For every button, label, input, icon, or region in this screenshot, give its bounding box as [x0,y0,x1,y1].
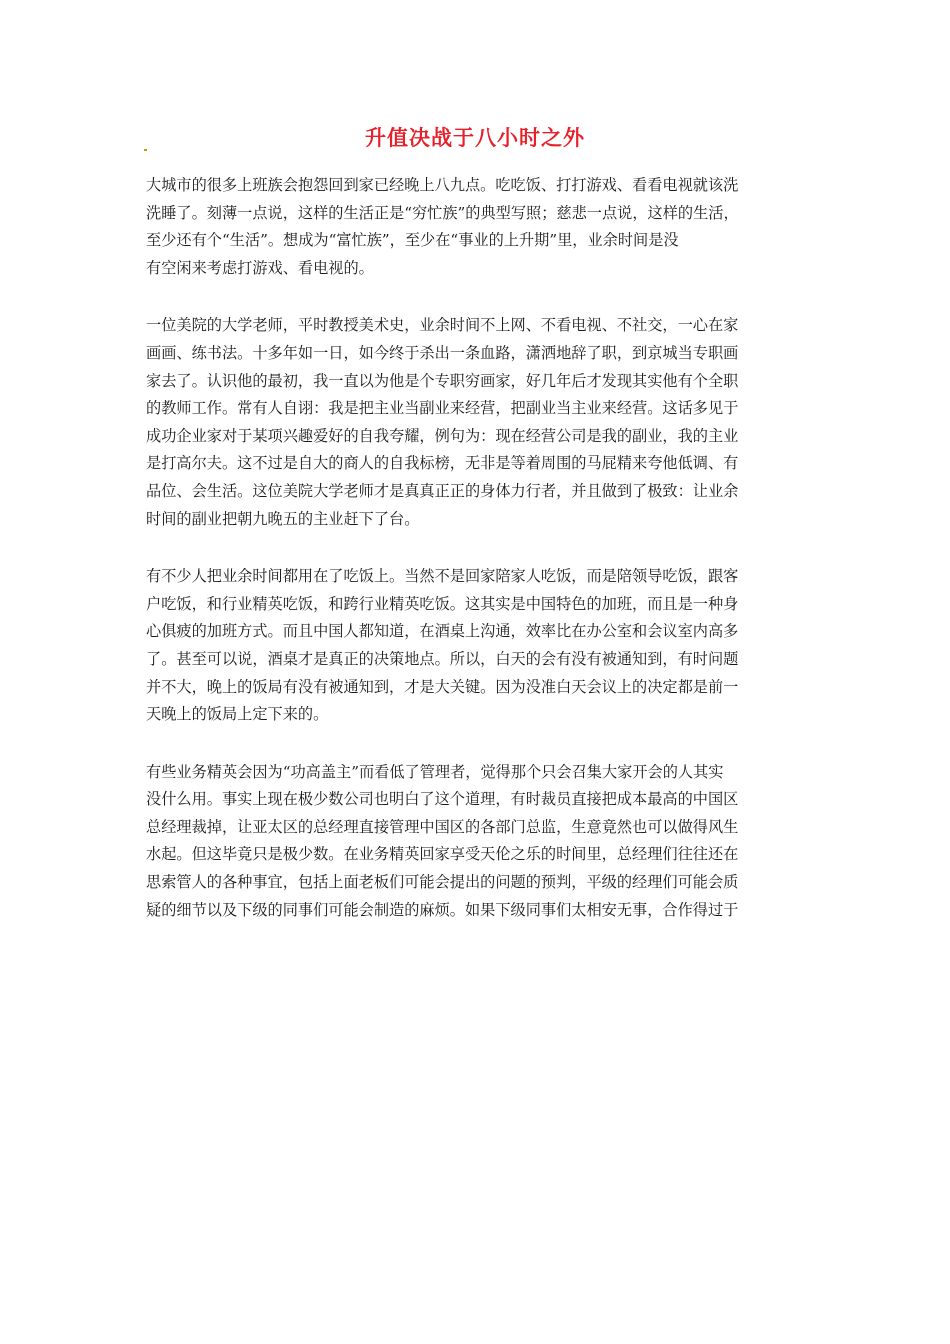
text-line: 的教师工作。常有人自诩：我是把主业当副业来经营，把副业当主业来经营。这话多见于 [146,399,739,418]
paragraph-2 [146,312,810,533]
text-line: 有些业务精英会因为“功高盖主”而看低了管理者，觉得那个只会召集大家开会的人其实 [146,762,724,781]
text-line: 至少还有个“生活”。想成为“富忙族”，至少在“事业的上升期”里，业余时间是没 [146,231,679,250]
text-line: 心俱疲的加班方式。而且中国人都知道，在酒桌上沟通，效率比在办公室和会议室内高多 [146,622,739,641]
text-line: 品位、会生活。这位美院大学老师才是真真正正的身体力行者，并且做到了极致：让业余 [146,481,739,500]
text-line: 是打高尔夫。这不过是自大的商人的自我标榜，无非是等着周围的马屁精来夸他低调、有 [146,454,739,473]
text-line: 总经理裁掉，让亚太区的总经理直接管理中国区的各部门总监，生意竟然也可以做得风生 [146,817,739,836]
text-line: 有空闲来考虑打游戏、看电视的。 [146,258,374,277]
text-line: 疑的细节以及下级的同事们可能会制造的麻烦。如果下级同事们太相安无事，合作得过于 [146,900,739,919]
text-line: 没什么用。事实上现在极少数公司也明白了这个道理，有时裁员直接把成本最高的中国区 [146,790,739,809]
paragraph-3 [146,563,810,729]
text-line: 时间的副业把朝九晚五的主业赶下了台。 [146,509,420,528]
text-line: 户吃饭，和行业精英吃饭，和跨行业精英吃饭。这其实是中国特色的加班，而且是一种身 [146,594,739,613]
document-title: 升值决战于八小时之外 [365,125,585,150]
text-line: 思索管人的各种事宜，包括上面老板们可能会提出的问题的预判，平级的经理们可能会质 [146,873,739,892]
paragraph-1 [146,172,810,282]
text-line: 水起。但这毕竟只是极少数。在业务精英回家享受天伦之乐的时间里，总经理们往往还在 [146,845,739,864]
text-line: 画画、练书法。十多年如一日，如今终于杀出一条血路，潇洒地辞了职，到京城当专职画 [146,343,739,362]
text-line: 洗睡了。刻薄一点说，这样的生活正是“穷忙族”的典型写照；慈悲一点说，这样的生活， [146,203,739,222]
text-line: 有不少人把业余时间都用在了吃饭上。当然不是回家陪家人吃饭，而是陪领导吃饭，跟客 [146,567,739,586]
text-line: 天晚上的饭局上定下来的。 [146,705,329,724]
paragraph-4 [146,759,810,925]
text-line: 家去了。认识他的最初，我一直以为他是个专职穷画家，好几年后才发现其实他有个全职 [146,371,739,390]
text-line: 了。甚至可以说，酒桌才是真正的决策地点。所以，白天的会有没有被通知到，有时问题 [146,649,739,668]
text-line: 一位美院的大学老师，平时教授美术史，业余时间不上网、不看电视、不社交，一心在家 [146,316,739,335]
text-line: 成功企业家对于某项兴趣爱好的自我夸耀，例句为：现在经营公司是我的副业，我的主业 [146,426,739,445]
text-line: 并不大，晚上的饭局有没有被通知到，才是大关键。因为没准白天会议上的决定都是前一 [146,677,739,696]
text-line: 大城市的很多上班族会抱怨回到家已经晚上八九点。吃吃饭、打打游戏、看看电视就该洗 [146,176,739,194]
document-body [146,172,810,954]
